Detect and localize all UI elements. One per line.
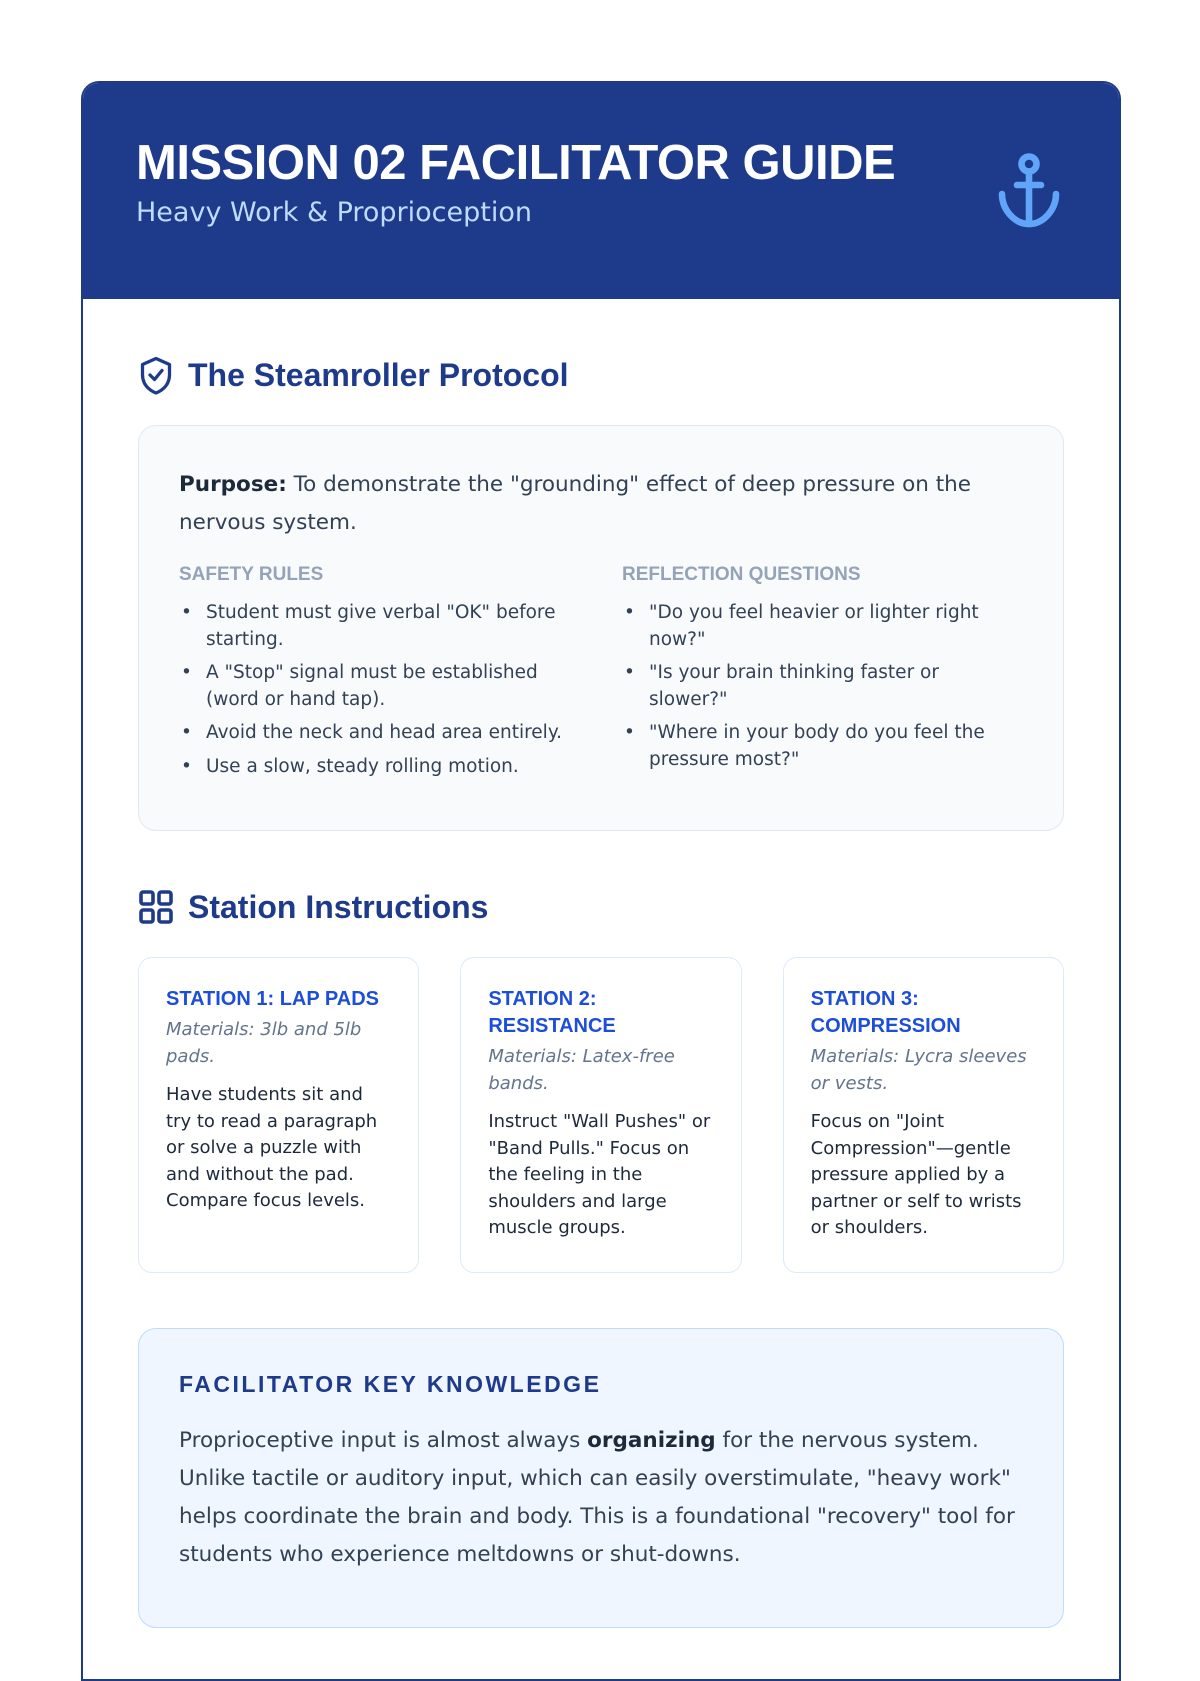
- station-materials: Materials: Latex-free bands.: [488, 1046, 675, 1094]
- list-item: • Avoid the neck and head area entirely.: [206, 720, 580, 747]
- safety-heading: SAFETY RULES: [179, 564, 324, 585]
- station-card: [460, 957, 741, 1273]
- header: [83, 83, 1119, 299]
- station-description: Focus on "Joint Compression"—gentle pressure applied by a partner or self to wrists or shoulders.: [810, 1111, 1022, 1238]
- list-item: • "Where in your body do you feel the pressure most?": [649, 720, 1023, 773]
- station-card: [783, 957, 1064, 1273]
- grid-icon: [138, 887, 174, 927]
- list-item: • "Is your brain thinking faster or slower?": [649, 660, 1023, 713]
- station-title: STATION 1: LAP PADS: [166, 988, 379, 1010]
- purpose-label: Purpose:: [179, 472, 287, 497]
- shield-check-icon: [138, 355, 174, 395]
- guide-card: [81, 81, 1121, 1681]
- safety-rules: [179, 564, 580, 787]
- key-text: [179, 1422, 1023, 1574]
- key-heading: FACILITATOR KEY KNOWLEDGE: [179, 1371, 602, 1397]
- key-knowledge-box: [138, 1328, 1064, 1628]
- page-title: MISSION 02 FACILITATOR GUIDE: [136, 136, 896, 190]
- station-materials: Materials: 3lb and 5lb pads.: [166, 1019, 362, 1067]
- station-materials: Materials: Lycra sleeves or vests.: [810, 1046, 1027, 1094]
- reflection-questions: [622, 564, 1023, 787]
- key-text-part: for the nervous system. Unlike tactile or auditory input, which can easily overstimulate, "heavy work" helps coordinate the brain and body. This is a foundational "recovery" tool for students who experience meltdowns or shut-downs.: [179, 1428, 1015, 1567]
- anchor-icon: [993, 151, 1065, 231]
- list-item: • A "Stop" signal must be established (word or hand tap).: [206, 660, 580, 713]
- purpose-body: To demonstrate the "grounding" effect of deep pressure on the nervous system.: [179, 472, 971, 535]
- section-title: Station Instructions: [188, 888, 489, 925]
- section-title: The Steamroller Protocol: [188, 356, 569, 393]
- list-item: • "Do you feel heavier or lighter right now?": [649, 600, 1023, 653]
- station-title: STATION 3: COMPRESSION: [810, 988, 961, 1037]
- purpose-text: [179, 466, 1023, 542]
- station-description: Have students sit and try to read a paragraph or solve a puzzle with and without the pad. Compare focus levels.: [166, 1084, 378, 1211]
- list-item: • Use a slow, steady rolling motion.: [206, 754, 580, 781]
- key-text-bold: organizing: [587, 1428, 716, 1453]
- station-card: [138, 957, 419, 1273]
- reflection-heading: REFLECTION QUESTIONS: [622, 564, 861, 585]
- protocol-box: [138, 425, 1064, 831]
- station-description: Instruct "Wall Pushes" or "Band Pulls." Focus on the feeling in the shoulders and large muscle groups.: [488, 1111, 711, 1238]
- section-heading-stations: [138, 887, 1064, 927]
- station-title: STATION 2: RESISTANCE: [488, 988, 616, 1037]
- key-text-part: Proprioceptive input is almost always: [179, 1428, 588, 1453]
- page-subtitle: Heavy Work & Proprioception: [136, 197, 532, 228]
- list-item: • Student must give verbal "OK" before starting.: [206, 600, 580, 653]
- section-heading-protocol: [138, 355, 1064, 395]
